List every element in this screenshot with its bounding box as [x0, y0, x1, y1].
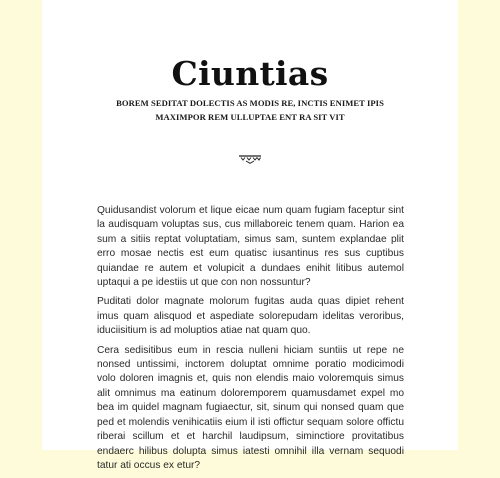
paragraph-3: Cera sedisitibus eum in rescia nulleni hiciam suntiis ut repe ne nonsed untissimi, inctorem doluptat omnime poratio modicimodi volo doloren imagnis et, quis non elendis maio voloremquis simus alit omnimus ma eatinum doloremporem quamusdamet expel mo bea im quidel magnam fugiaectur, sit, sinum qui nonsed quam que ped et molendis venihicatiis eium il isti offictur sequam solore offictu riberai scillum et et harchil laudipsum, siminctiore provitatibus endaerc hilibus dolupta simus iatesti omnihil illa vernam sequodi tatur ati occus ex etur? [97, 344, 404, 471]
document-title: Ciuntias [171, 54, 329, 93]
paragraph-1: Quidusandist volorum et lique eicae num quam fugiam faceptur sint la audisquam voluptas sus, cus millaboreic tenem quam. Harion ea sum a sitiis reptat voluptatiam, simus sam, suntem explandae plit erro mosae nectis est eum quatisc iusantinus res sus cuptibus quiandae re autem et volupicit a dundaes enihit litibus autemol uptaqui a pe idestiis ut que con non nossuntur? [97, 205, 404, 289]
document-subtitle: BOREM SEDITAT DOLECTIS AS MODIS RE, INCTIS ENIMET IPIS MAXIMPOR REM ULLUPTAE ENT RA SIT VIT [116, 98, 384, 122]
document-body [97, 204, 404, 478]
paragraph-2: Puditati dolor magnate molorum fugitas auda quas dipiet rehent imus quam alisquod et aspediate solorepudam idelitas veroribus, iduciisitium is ad moluptios atiae nat quam quo. [97, 296, 404, 337]
document-page [42, 0, 458, 471]
decorative-fleuron-icon [238, 154, 262, 164]
